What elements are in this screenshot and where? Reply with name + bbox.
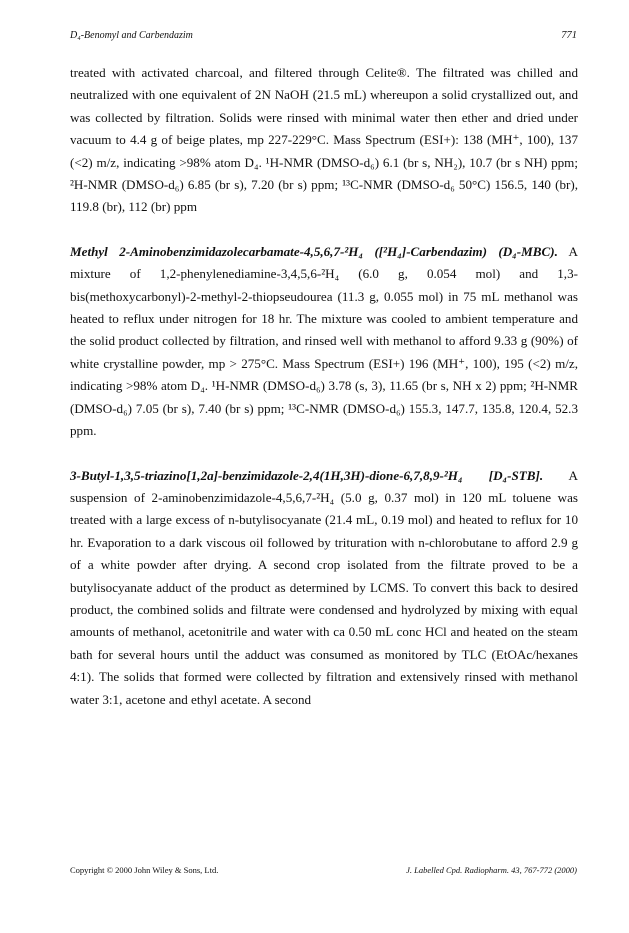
page-footer <box>70 865 577 879</box>
page-header <box>70 30 577 46</box>
paragraph-d4-stb <box>70 465 578 711</box>
copyright-notice: Copyright © 2000 John Wiley & Sons, Ltd. <box>70 865 219 875</box>
paragraph-gap <box>70 219 578 241</box>
journal-citation: J. Labelled Cpd. Radiopharm. 43, 767-772 (2000) <box>406 865 577 875</box>
paragraph-intermediate-workup: treated with activated charcoal, and filtered through Celite®. The filtrated was chilled and neutralized with one equivalent of 2N NaOH (21.5 mL) whereupon a solid crystallized out, and was collected by filtration. Solids were rinsed with minimal water then ether and dried under vacuum to 4.4 g of beige plates, mp 227-229°C. Mass Spectrum (ESI+): 138 (MH⁺, 100), 137 (<2) m/z, indicating >98% atom D₄. ¹H-NMR (DMSO-d₆) 6.1 (br s, NH₂), 10.7 (br s NH) ppm; ²H-NMR (DMSO-d₆) 6.85 (br s), 7.20 (br s) ppm; ¹³C-NMR (DMSO-d₆ 50°C) 156.5, 140 (br), 119.8 (br), 112 (br) ppm <box>70 65 578 215</box>
paragraph-gap <box>70 443 578 465</box>
procedure-text-d4-stb: A suspension of 2-aminobenzimidazole-4,5,6,7-²H₄ (5.0 g, 0.37 mol) in 120 mL toluene was treated with a large excess of n-butylisocyanate (21.4 mL, 0.19 mol) and heated to reflux for 10 hr. Evaporation to a dark viscous oil followed by trituration with n-chlorobutane to afford 2.9 g of a white powder after drying. A second crop isolated from the filtrate proved to be a butylisocyanate adduct of the product as determined by LCMS. To convert this back to desired product, the combined solids and filtrate were condensed and hydrolyzed by mixing with equal amounts of methanol, acetonitrile and water with ca 0.50 mL conc HCl and heated on the steam bath for several hours until the adduct was consumed as monitored by TLC (EtOAc/hexanes 4:1). The solids that formed were collected by filtration and extensively rinsed with methanol water 3:1, acetone and ethyl acetate. A second <box>70 467 578 707</box>
page-number: 771 <box>561 30 577 41</box>
procedure-text-d4-mbc: A mixture of 1,2-phenylenediamine-3,4,5,6-²H₄ (6.0 g, 0.054 mol) and 1,3-bis(methoxycarbonyl)-2-methyl-2-thiopseudourea (11.3 g, 0.055 mol) in 75 mL methanol was heated to reflux under nitrogen for 18 hr. The mixture was cooled to ambient temperature and the solid product collected by filtration, and rinsed well with methanol to afford 9.33 g (90%) of white crystalline powder, mp > 275°C. Mass Spectrum (ESI+) 196 (MH⁺, 100), 195 (<2) m/z, indicating >98% atom D₄. ¹H-NMR (DMSO-d₆) 3.78 (s, 3), 11.65 (br s, NH x 2) ppm; ²H-NMR (DMSO-d₆) 7.05 (br s), 7.40 (br s) ppm; ¹³C-NMR (DMSO-d₆) 155.3, 147.7, 135.8, 120.4, 52.3 ppm. <box>70 243 578 439</box>
article-body <box>70 62 578 711</box>
compound-title-d4-mbc: Methyl 2-Aminobenzimidazolecarbamate-4,5,6,7-²H₄ ([²H₄]-Carbendazim) (D₄-MBC). <box>70 243 558 259</box>
paragraph-d4-carbendazim <box>70 241 578 443</box>
compound-title-d4-stb: 3-Butyl-1,3,5-triazino[1,2a]-benzimidazole-2,4(1H,3H)-dione-6,7,8,9-²H₄ [D₄-STB]. <box>70 467 544 483</box>
running-title: D₄-Benomyl and Carbendazim <box>70 30 193 41</box>
